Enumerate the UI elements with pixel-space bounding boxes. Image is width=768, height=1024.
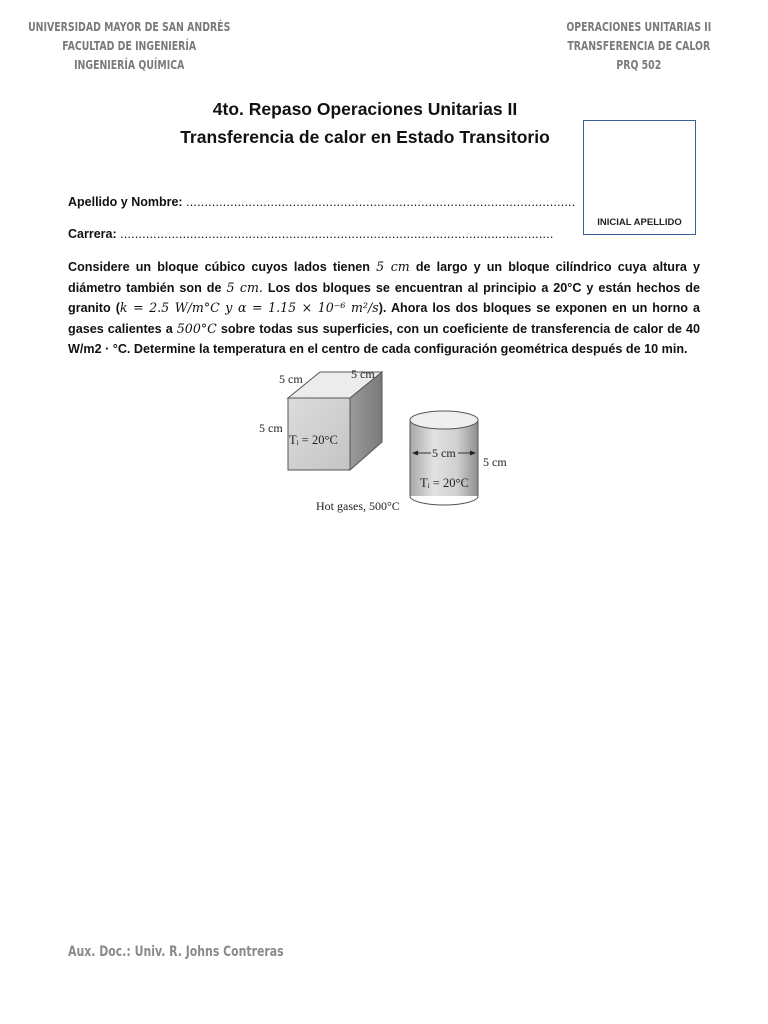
problem-math-1: 5 cm: [376, 259, 410, 274]
cylinder-height-label: 5 cm: [483, 455, 507, 469]
department-name: INGENIERÍA QUÍMICA: [74, 58, 185, 72]
cylinder-temperature: Tᵢ = 20°C: [420, 476, 469, 490]
course-code: PRQ 502: [616, 58, 662, 72]
problem-text-2: de largo y un bloque cilíndrico cuya altura y diámetro también son de: [68, 260, 700, 295]
course-topic: TRANSFERENCIA DE CALOR: [567, 39, 711, 53]
problem-text-5: sobre todas sus superficies, con un coeficiente de transferencia de calor de 40 W/m2 · °C. Determine la temperatura en el centro de cada configuración geométrica después de 10 min.: [68, 321, 700, 356]
name-field[interactable]: [68, 195, 575, 209]
name-field-label: Apellido y Nombre:: [68, 195, 183, 209]
initial-box-label: INICIAL APELLIDO: [597, 217, 682, 228]
course-header: [530, 18, 748, 75]
name-field-line: ..........................................................................................................: [186, 195, 576, 209]
title-line-1: 4to. Repaso Operaciones Unitarias II: [212, 99, 518, 119]
footer-author: Aux. Doc.: Univ. R. Johns Contreras: [68, 944, 284, 960]
initial-box[interactable]: [583, 120, 696, 235]
career-field[interactable]: [68, 227, 554, 241]
university-header: [20, 18, 238, 75]
cube-shape: [288, 372, 382, 470]
problem-text-3: Los dos bloques se encuentran al principio a 20°C y están hechos de granito (: [68, 280, 700, 315]
cube-label-top-left: 5 cm: [279, 372, 303, 386]
problem-math-3: k = 2.5 W/m°C y α = 1.15 × 10⁻⁶ m²/s: [119, 300, 379, 315]
university-name: UNIVERSIDAD MAYOR DE SAN ANDRÉS: [28, 20, 231, 34]
cube-temperature: Tᵢ = 20°C: [289, 433, 338, 447]
problem-text-4: ). Ahora los dos bloques se exponen en un horno a gases calientes a: [68, 301, 700, 336]
problem-statement: [68, 257, 700, 360]
faculty-name: FACULTAD DE INGENIERÍA: [62, 39, 197, 53]
figure-caption: Hot gases, 500°C: [316, 499, 400, 513]
problem-math-4: 500°C: [176, 320, 217, 336]
page-title: [150, 95, 580, 151]
cube-label-top-right: 5 cm: [351, 367, 375, 381]
cube-label-side: 5 cm: [259, 421, 283, 435]
problem-text-1: Considere un bloque cúbico cuyos lados tienen: [68, 260, 377, 274]
career-field-line: ......................................................................................................................: [120, 227, 554, 241]
cylinder-diameter-label: 5 cm: [432, 446, 456, 460]
figure-illustration: [250, 362, 530, 522]
course-name: OPERACIONES UNITARIAS II: [566, 20, 712, 34]
problem-math-2: 5 cm.: [226, 279, 263, 295]
problem-figure: [250, 362, 530, 522]
career-field-label: Carrera:: [68, 227, 117, 241]
title-line-2: Transferencia de calor en Estado Transitorio: [180, 127, 550, 147]
